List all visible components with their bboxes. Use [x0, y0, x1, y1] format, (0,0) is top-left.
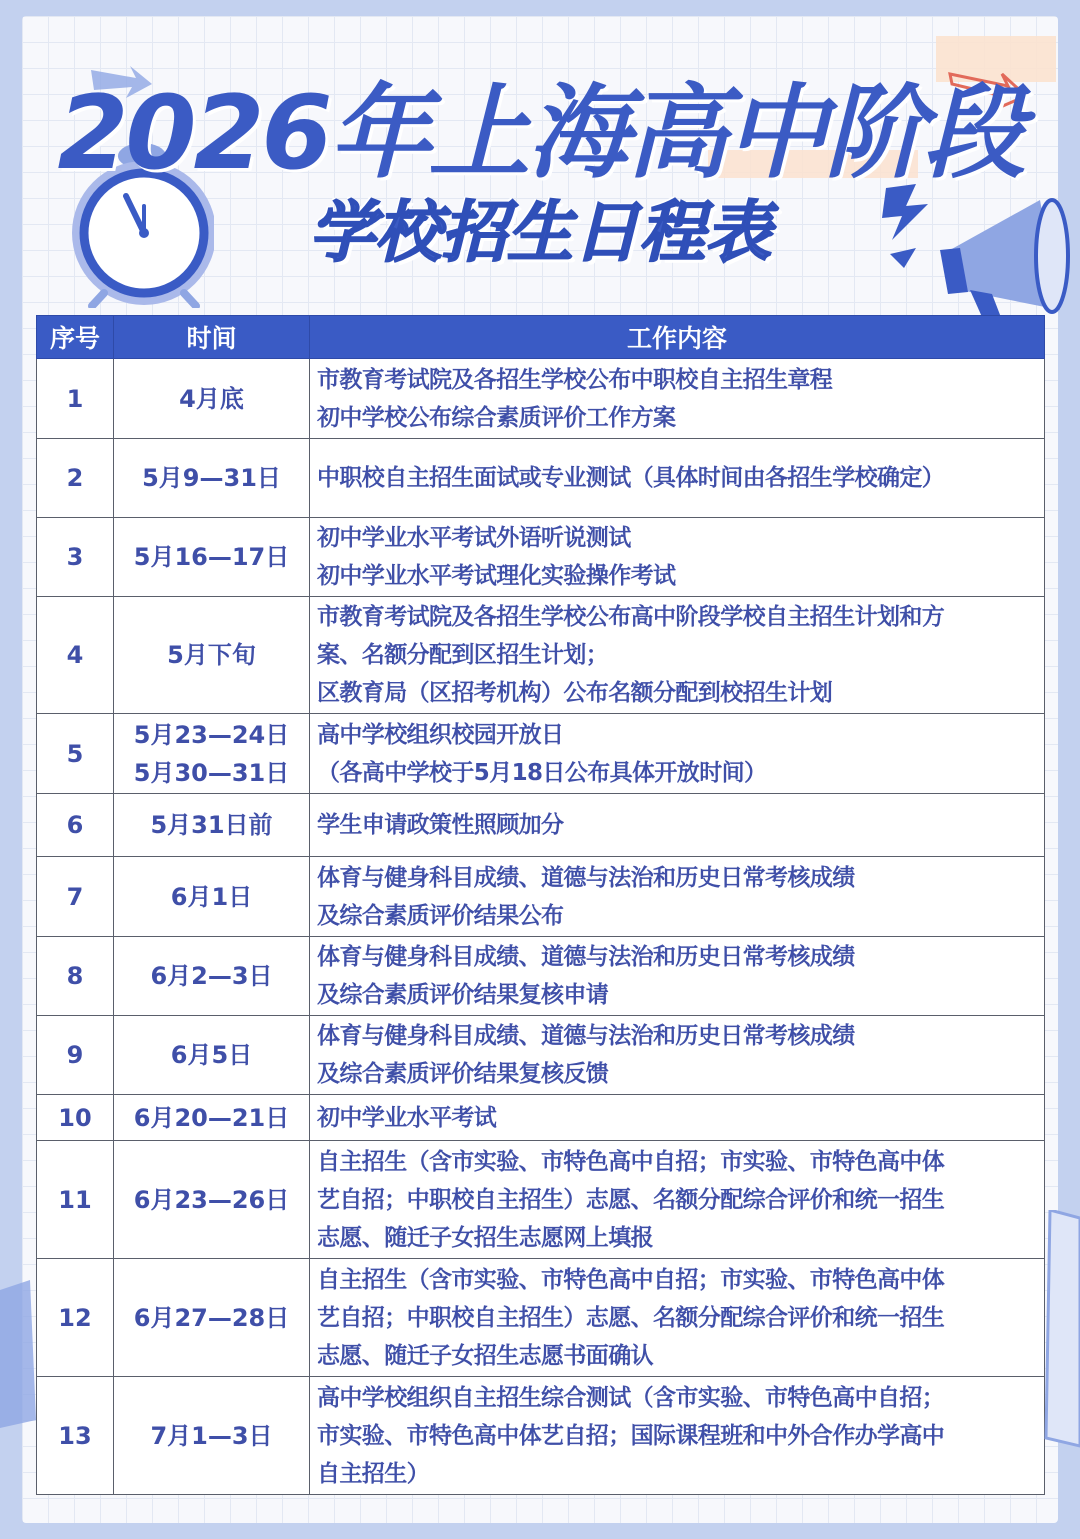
work-line: 初中学校公布综合素质评价工作方案 [317, 404, 676, 431]
time-line: 5月下旬 [167, 641, 256, 669]
cell-work [310, 1377, 1045, 1495]
cell-no: 10 [37, 1095, 114, 1141]
work-line: 市实验、市特色高中体艺自招；国际课程班和中外合作办学高中 [317, 1422, 945, 1449]
work-line: 市教育考试院及各招生学校公布高中阶段学校自主招生计划和方 [317, 604, 945, 630]
schedule-table [36, 315, 1045, 1495]
cell-work [310, 937, 1045, 1016]
work-line: 艺自招；中职校自主招生）志愿、名额分配综合评价和统一招生 [317, 1304, 945, 1331]
work-line: 初中学业水平考试外语听说测试 [317, 525, 631, 551]
work-line: 艺自招；中职校自主招生）志愿、名额分配综合评价和统一招生 [317, 1186, 945, 1213]
work-line: 案、名额分配到区招生计划； [317, 642, 609, 668]
cell-no: 8 [37, 937, 114, 1016]
time-line: 4月底 [179, 384, 244, 413]
table-row [37, 518, 1045, 597]
cell-time [114, 937, 310, 1016]
cell-work [310, 1259, 1045, 1377]
cell-no: 13 [37, 1377, 114, 1495]
time-line: 6月23—26日 [133, 1185, 290, 1214]
cell-no: 7 [37, 857, 114, 937]
table-row [37, 439, 1045, 518]
work-line: 初中学业水平考试 [317, 1104, 497, 1131]
cell-work [310, 1095, 1045, 1141]
table-row [37, 714, 1045, 794]
cell-time [114, 597, 310, 714]
cell-time [114, 518, 310, 597]
work-line: 市教育考试院及各招生学校公布中职校自主招生章程 [317, 366, 833, 393]
notebook-icon [1044, 1210, 1080, 1450]
work-line: 体育与健身科目成绩、道德与法治和历史日常考核成绩 [317, 1023, 855, 1049]
time-line: 5月16—17日 [133, 543, 290, 571]
table-row [37, 1141, 1045, 1259]
cell-no: 9 [37, 1016, 114, 1095]
cell-time [114, 359, 310, 439]
cell-work [310, 1016, 1045, 1095]
cell-time [114, 1259, 310, 1377]
cell-time [114, 714, 310, 794]
table-body [37, 359, 1045, 1495]
pencil-icon [0, 1270, 40, 1430]
cell-no: 2 [37, 439, 114, 518]
work-line: 高中学校组织自主招生综合测试（含市实验、市特色高中自招； [317, 1384, 945, 1411]
table-row [37, 1259, 1045, 1377]
cell-time [114, 1377, 310, 1495]
work-line: 及综合素质评价结果复核反馈 [317, 1061, 609, 1087]
time-line: 6月5日 [170, 1041, 253, 1069]
table-row [37, 359, 1045, 439]
work-line: （各高中学校于5月18日公布具体开放时间） [317, 759, 767, 786]
work-line: 高中学校组织校园开放日 [317, 721, 564, 748]
work-line: 自主招生（含市实验、市特色高中自招；市实验、市特色高中体 [317, 1148, 945, 1175]
work-line: 志愿、随迁子女招生志愿书面确认 [317, 1342, 654, 1369]
work-line: 区教育局（区招考机构）公布名额分配到校招生计划 [317, 680, 833, 706]
cell-no: 3 [37, 518, 114, 597]
cell-work [310, 359, 1045, 439]
cell-work [310, 1141, 1045, 1259]
time-line: 6月2—3日 [150, 962, 273, 990]
table-row [37, 1016, 1045, 1095]
cell-work [310, 597, 1045, 714]
cell-time [114, 439, 310, 518]
cell-work [310, 857, 1045, 937]
cell-time [114, 1141, 310, 1259]
table-row [37, 937, 1045, 1016]
work-line: 初中学业水平考试理化实验操作考试 [317, 563, 676, 589]
table-row [37, 1095, 1045, 1141]
time-line: 5月23—24日 [133, 720, 290, 749]
time-line: 6月27—28日 [133, 1303, 290, 1332]
cell-no: 11 [37, 1141, 114, 1259]
work-line: 中职校自主招生面试或专业测试（具体时间由各招生学校确定） [317, 465, 945, 491]
cell-no: 4 [37, 597, 114, 714]
cell-no: 12 [37, 1259, 114, 1377]
table-row [37, 794, 1045, 857]
cell-time [114, 1016, 310, 1095]
header-work: 工作内容 [310, 316, 1045, 359]
header-no: 序号 [37, 316, 114, 359]
cell-no: 5 [37, 714, 114, 794]
time-line: 6月20—21日 [133, 1103, 290, 1132]
time-line: 5月9—31日 [142, 464, 281, 492]
cell-work [310, 794, 1045, 857]
page-title: 2026年上海高中阶段 [57, 74, 1023, 193]
cell-work [310, 439, 1045, 518]
work-line: 体育与健身科目成绩、道德与法治和历史日常考核成绩 [317, 864, 855, 891]
table-header-row [37, 316, 1045, 359]
work-line: 及综合素质评价结果公布 [317, 902, 564, 929]
cell-time [114, 857, 310, 937]
cell-work [310, 518, 1045, 597]
table-row [37, 857, 1045, 937]
work-line: 学生申请政策性照顾加分 [317, 812, 564, 838]
page-subtitle: 学校招生日程表 [309, 194, 771, 271]
time-line: 6月1日 [170, 882, 253, 911]
time-line: 5月31日前 [150, 811, 273, 839]
time-line: 5月30—31日 [133, 758, 290, 787]
cell-time [114, 794, 310, 857]
table-row [37, 597, 1045, 714]
work-line: 及综合素质评价结果复核申请 [317, 982, 609, 1008]
cell-work [310, 714, 1045, 794]
work-line: 志愿、随迁子女招生志愿网上填报 [317, 1224, 654, 1251]
header-time: 时间 [114, 316, 310, 359]
cell-no: 1 [37, 359, 114, 439]
cell-time [114, 1095, 310, 1141]
work-line: 体育与健身科目成绩、道德与法治和历史日常考核成绩 [317, 944, 855, 970]
time-line: 7月1—3日 [150, 1421, 273, 1450]
work-line: 自主招生） [317, 1460, 430, 1487]
cell-no: 6 [37, 794, 114, 857]
work-line: 自主招生（含市实验、市特色高中自招；市实验、市特色高中体 [317, 1266, 945, 1293]
table-row [37, 1377, 1045, 1495]
